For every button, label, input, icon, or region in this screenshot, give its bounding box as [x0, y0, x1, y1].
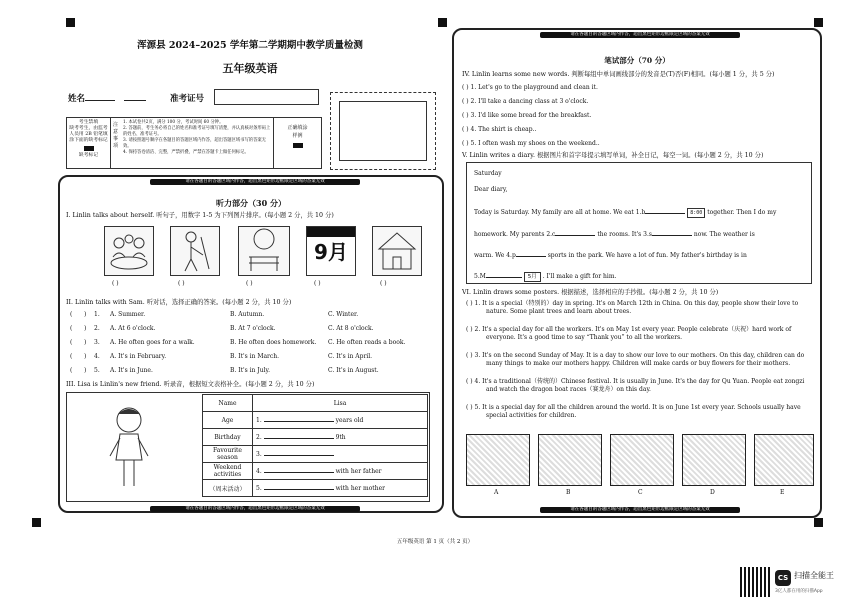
attention-label: 注意事项: [113, 122, 119, 149]
clock-icon: 8:00: [687, 208, 705, 218]
poster-b: [538, 434, 602, 486]
answer-area-banner-right: 请在各题目的答题区域内作答，超出黑色矩形边框限定区域的答案无效: [540, 32, 740, 38]
part4-list: [462, 84, 818, 154]
page-number: 五年级英语 第 1 页（共 2 页）: [396, 539, 474, 545]
part1-instruction: I. Linlin talks about herself. 听句子，用数字 1-5 为下列图片排序。(每小题 2 分，共 10 分): [66, 212, 334, 219]
part3-instruction: III. Lisa is Linlin's new friend. 听录音，根据短文表格补全。(每小题 2 分，共 10 分): [66, 381, 315, 388]
part4-item[interactable]: ( ) 3. I'd like some bread for the breakfast.: [462, 112, 592, 119]
absent-mark-box[interactable]: [84, 146, 94, 151]
table-row[interactable]: Age 1. years old: [203, 412, 428, 429]
part2-row[interactable]: ( ) 3. A. He often goes for a walk. B. He often does homework. C. He often reads a book.: [70, 339, 406, 346]
poster-c: [610, 434, 674, 486]
part2-list: [70, 311, 440, 381]
diary-greeting: Dear diary,: [474, 186, 508, 193]
attention-list: 1. 本试卷共2页，满分 100 分，考试时间 60 分钟。 2. 答题前，考生务必将自己的姓名和准考证号填写清楚，并认真核对条形码上的姓名、准考证号。 3. 请按照题号顺序在各题目的答题区域内作答，超出答题区域书写的答案无效。 4. 保持答卷清洁、完整，严禁折叠，严禁在答题卡上做任何标记。: [123, 120, 271, 155]
diary-day: Saturday: [474, 170, 502, 177]
writing-title: 笔试部分（70 分）: [604, 56, 670, 65]
notice-text: 缺考考生，由监考人员用 2B 铅笔填涂下面的缺考标记: [69, 126, 108, 143]
calendar-month: 9月: [314, 240, 348, 264]
answer-area-banner: 请在各题目的答题区域内作答，超出黑色矩形边框限定区域的答案无效: [150, 179, 360, 185]
barcode-area: [330, 92, 436, 170]
notice-box: [66, 117, 322, 169]
part4-item[interactable]: ( ) 1. Let's go to the playground and clean it.: [462, 84, 598, 91]
corner-mark: [32, 518, 41, 527]
table-header: Name Lisa: [203, 395, 428, 412]
picture-calendar: [306, 226, 356, 276]
part6-item[interactable]: ( ) 1. It is a special（特别的）day in spring. It's on March 12th in China. On this day, people show their love to nature. Some plant trees and learn about trees.: [466, 300, 799, 315]
part6-instruction: VI. Linlin draws some posters. 根据描述，选择相应的手抄报。(每小题 2 分，共 10 分): [462, 289, 719, 296]
name-label: 姓名: [68, 92, 146, 104]
part2-row[interactable]: ( ) 4. A. It's in February. B. It's in March. C. It's in April.: [70, 353, 373, 360]
part4-item[interactable]: ( ) 4. The shirt is cheap..: [462, 126, 537, 133]
part6-item[interactable]: ( ) 4. It's a traditional（传统的）Chinese festival. It is usually in June. It's the day for Qu Yuan. People eat zongzi and watch the dragon boat races（赛龙舟）on this day.: [466, 378, 805, 393]
part6-item[interactable]: ( ) 2. It's a special day for all the workers. It's on May 1st every year. People celebrate（庆祝）hard work of everyone. It's a good time to say “Thank you” to all the workers.: [466, 326, 792, 341]
picture-house: [372, 226, 422, 276]
part5-instruction: V. Linlin writes a diary. 根据图片和首字母提示填写单词，补全日记，每空一词。(每小题 2 分，共 10 分): [462, 152, 764, 159]
poster-e: [754, 434, 814, 486]
diary-line-2[interactable]: homework. My parents 2.c the rooms. It's 3.s now. The weather is: [474, 231, 755, 238]
part4-instruction: IV. Linlin learns some new words. 判断每组中单词画线部分的发音是(T)否(F)相同。(每小题 1 分，共 5 分): [462, 71, 775, 78]
camscanner-logo: CS: [775, 570, 791, 586]
absent-mark-label: 缺考标记: [78, 153, 99, 158]
part2-row[interactable]: ( ) 2. A. At 6 o'clock. B. At 7 o'clock. C. At 8 o'clock.: [70, 325, 374, 332]
picture-park-bench: [238, 226, 290, 276]
correct-fill-label: 正确填涂: [287, 125, 308, 131]
diary-line-1[interactable]: Today is Saturday. My family are all at home. We eat 1.b 8:00 together. Then I do my: [474, 209, 777, 216]
part4-item[interactable]: ( ) 2. I'll take a dancing class at 3 o'clock.: [462, 98, 589, 105]
exam-number-boxes[interactable]: [214, 89, 319, 105]
exam-title: 浑源县 2024–2025 学年第二学期期中教学质量检测: [137, 40, 363, 51]
corner-mark: [814, 518, 823, 527]
answer-area-banner-bottom: 请在各题目的答题区域内作答，超出黑色矩形边框限定区域的答案无效: [150, 506, 360, 512]
part2-instruction: II. Linlin talks with Sam. 听对话，选择正确的答案。(每小题 2 分，共 10 分): [66, 299, 292, 306]
diary-line-3[interactable]: warm. We 4.p sports in the park. We have a lot of fun. My father's birthday is in: [474, 252, 747, 259]
subject-title: 五年级英语: [222, 62, 278, 75]
answer-area-banner-right-bottom: 请在各题目的答题区域内作答，超出黑色矩形边框限定区域的答案无效: [540, 507, 740, 513]
part6-item[interactable]: ( ) 5. It is a special day for all the children around the world. It is on June 1st every year. Schools usually have special activities for children.: [466, 404, 801, 419]
corner-mark: [814, 18, 823, 27]
table-row[interactable]: （周末活动） 5. with her mother: [203, 480, 428, 497]
part2-row[interactable]: ( ) 1. A. Summer. B. Autumn. C. Winter.: [70, 311, 359, 318]
listening-title: 听力部分（30 分）: [216, 198, 286, 208]
girl-illustration: [104, 404, 154, 494]
diary-box: [466, 162, 812, 284]
picture-family-meal: [104, 226, 154, 276]
part6-list: [466, 300, 816, 430]
calendar-icon: 5月: [524, 272, 541, 282]
fill-example: [293, 143, 303, 148]
scanner-tagline: 3亿人都在用的扫描App: [775, 589, 823, 594]
qr-code: [740, 567, 770, 597]
poster-a: [466, 434, 530, 486]
part4-item[interactable]: ( ) 5. I often wash my shoes on the weekend..: [462, 140, 600, 147]
poster-d: [682, 434, 746, 486]
example-label: 样例: [292, 133, 303, 139]
corner-mark: [438, 18, 447, 27]
lisa-table: [202, 394, 428, 497]
table-row[interactable]: Birthday 2. 9th: [203, 429, 428, 446]
scanner-brand: 扫描全能王: [794, 571, 834, 580]
table-row[interactable]: Favourite season 3.: [203, 446, 428, 463]
picture-sweeping: [170, 226, 220, 276]
exam-number-label: 准考证号: [170, 94, 205, 104]
table-row[interactable]: Weekend activities 4. with her father: [203, 463, 428, 480]
notice-title: 考生禁填: [78, 120, 99, 125]
part6-item[interactable]: ( ) 3. It's on the second Sunday of May. It is a day to show our love to our mothers. On this day, children can do many things to make our mothers happy. Children will make cards or buy flowers for their mothers.: [466, 352, 805, 367]
part2-row[interactable]: ( ) 5. A. It's in June. B. It's in July. C. It's in August.: [70, 367, 379, 374]
diary-line-4[interactable]: 5.M 5月 . I'll make a gift for him.: [474, 273, 617, 280]
corner-mark: [66, 18, 75, 27]
